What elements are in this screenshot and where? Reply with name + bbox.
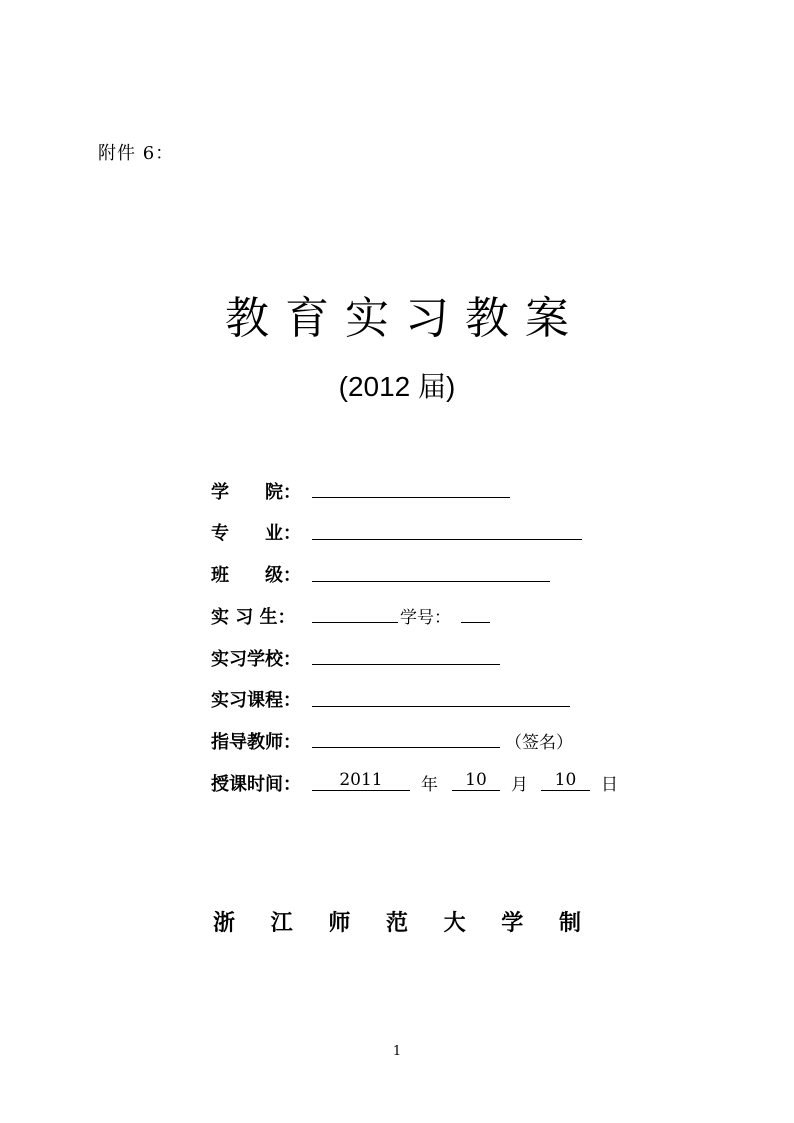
year-value[interactable]: 2011: [339, 770, 383, 790]
class-label: 班 级：: [211, 565, 301, 586]
cohort-year: (2012 届): [338, 371, 456, 402]
major-label: 专 业：: [211, 523, 301, 544]
supervisor-field[interactable]: [312, 747, 500, 748]
page-number: 1: [392, 1044, 402, 1059]
day-value[interactable]: 10: [554, 770, 577, 790]
course-field[interactable]: [312, 706, 570, 707]
school-field[interactable]: [312, 664, 500, 665]
school-label: 实习学校：: [211, 649, 301, 670]
student-id-label: 学号：: [400, 608, 451, 628]
major-field[interactable]: [312, 539, 582, 540]
course-label: 实习课程：: [211, 690, 301, 711]
month-underline: [452, 790, 500, 791]
college-field[interactable]: [312, 497, 510, 498]
day-underline: [541, 790, 590, 791]
document-title: 教育实习教案: [225, 293, 585, 344]
class-field[interactable]: [312, 581, 550, 582]
supervisor-label: 指导教师：: [211, 732, 301, 753]
issuer-footer: 浙 江 师 范 大 学 制: [213, 910, 595, 936]
attachment-label: 附件 6：: [98, 143, 175, 164]
college-label: 学 院：: [211, 482, 301, 503]
month-unit: 月: [511, 775, 528, 795]
year-underline: [312, 790, 410, 791]
time-label: 授课时间：: [211, 774, 301, 795]
student-label: 实 习 生：: [211, 607, 296, 628]
year-unit: 年: [421, 775, 438, 795]
student-name-field[interactable]: [312, 622, 398, 623]
student-id-field[interactable]: [461, 622, 490, 623]
month-value[interactable]: 10: [465, 770, 487, 790]
signature-note: （签名）: [505, 733, 573, 753]
day-unit: 日: [601, 775, 618, 795]
